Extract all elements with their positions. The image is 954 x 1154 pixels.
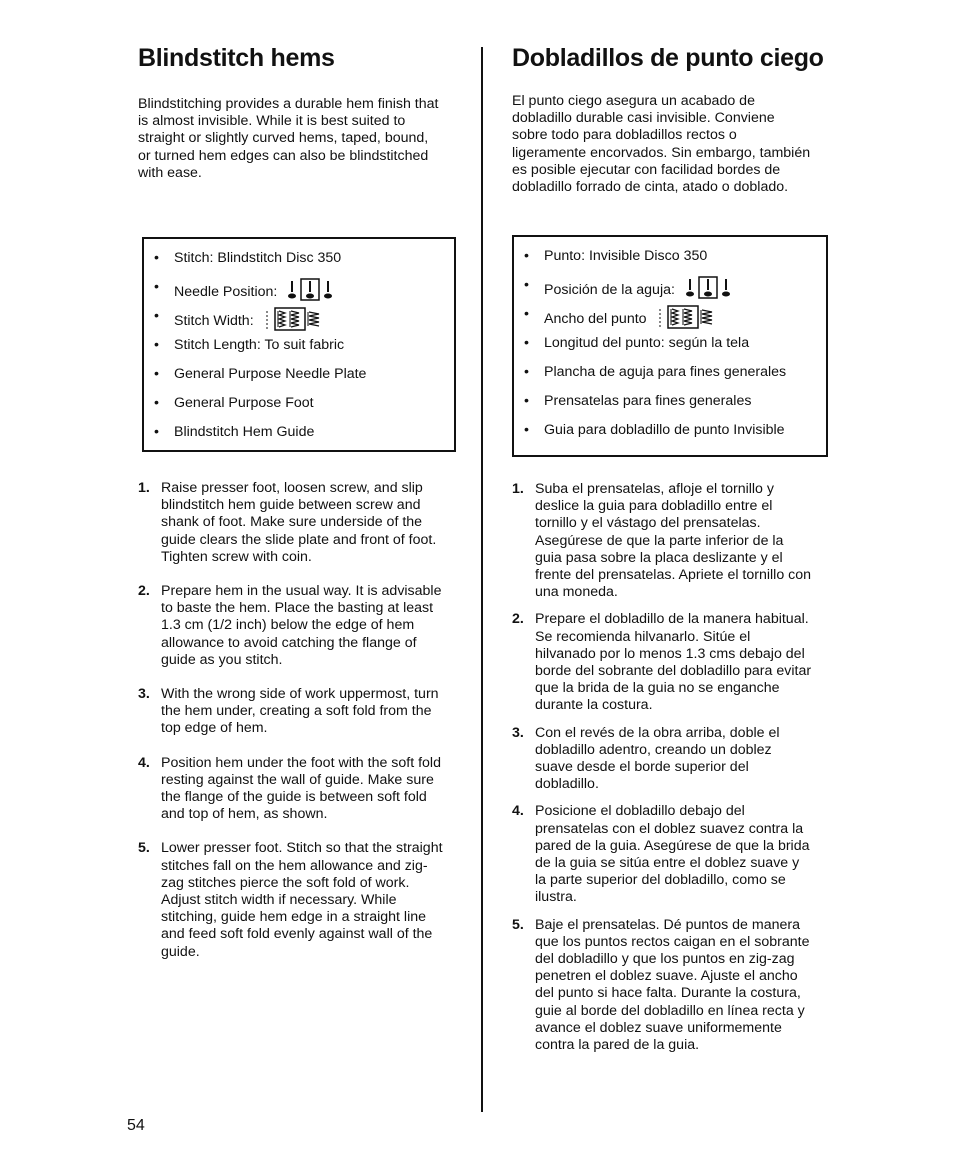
english-steps [138,480,443,961]
bullet-icon: • [154,250,159,266]
list-item: 3. With the wrong side of work uppermost, turn the hem under, creating a soft fold from the top edge of hem. [138,686,439,737]
list-item: 2. Prepare el dobladillo de la manera habitual. Se recomienda hilvanarlo. Sitúe el hilvanado por lo menos 1.3 cms debajo del borde del sobrante del dobladillo para evitar que la brida de la guia no se enganche durante la costura. [512,611,812,714]
bullet-icon: • [154,279,159,295]
needle-position-icon [287,278,337,302]
spanish-settings-list [524,247,786,450]
list-item: 1. Raise presser foot, loosen screw, and slip blindstitch hem guide between screw and shank of foot. Make sure underside of the guide clears the slide plate and front of foot. Tighten screw with coin. [138,480,437,565]
bullet-icon: • [524,277,529,293]
spanish-steps [512,481,812,1054]
column-divider [481,47,483,1112]
spanish-title: Dobladillos de punto ciego [512,44,824,72]
setting-stitch-length: • Stitch Length: To suit fabric [154,337,345,353]
setting-stitch: • Stitch: Blindstitch Disc 350 [154,250,342,266]
list-item: 3. Con el revés de la obra arriba, doble el dobladillo adentro, creando un doblez suave desde el borde superior del dobladillo. [512,724,780,793]
setting-stitch-width: • Stitch Width: [154,307,366,336]
bullet-icon: • [524,248,529,264]
setting-punto: • Punto: Invisible Disco 350 [524,248,708,264]
bullet-icon: • [154,337,159,353]
needle-position-icon [685,276,735,300]
page-number: 54 [127,1117,145,1134]
setting-hem-guide: • Blindstitch Hem Guide [154,424,315,440]
list-item: 4. Posicione el dobladillo debajo del prensatelas con el doblez suavez contra la pared de la guia. Asegúrese de que la brida de la guia se sitúa entre el doblez suave y la parte superior del dobladillo, como se ilustra. [512,803,810,906]
setting-plancha: • Plancha de aguja para fines generales [524,364,787,380]
stitch-width-icon [657,305,719,329]
bullet-icon: • [524,422,529,438]
stitch-width-icon [264,307,326,331]
english-intro: Blindstitching provides a durable hem finish that is almost invisible. While it is best suited to straight or slightly curved hems, taped, bound, or turned hem edges can also be blindstitched with ease. [138,96,439,181]
spanish-intro: El punto ciego asegura un acabado de dobladillo durable casi invisible. Conviene sobre todo para dobladillos rectos o ligeramente encorvados. Sin embargo, también es posible ejecutar con facilidad bordes de dobladillo forrado de cinta, atado o doblado. [512,93,811,196]
setting-posicion-aguja: • Posición de la aguja: [524,276,786,305]
bullet-icon: • [524,306,529,322]
bullet-icon: • [524,393,529,409]
bullet-icon: • [154,308,159,324]
bullet-icon: • [154,366,159,382]
list-item: 2. Prepare hem in the usual way. It is advisable to baste the hem. Place the basting at least 1.3 cm (1/2 inch) below the edge of hem allowance to avoid catching the flange of guide as you stitch. [138,583,442,668]
list-item: 4. Position hem under the foot with the soft fold resting against the wall of guide. Make sure the flange of the guide is between soft fold and top of hem, as shown. [138,754,441,823]
list-item: 5. Lower presser foot. Stitch so that the straight stitches fall on the hem allowance and zig-zag stitches pierce the soft fold of work. Adjust stitch width if necessary. While stitching, guide hem edge in a straight line and feed soft fold evenly against wall of the guide. [138,840,443,960]
bullet-icon: • [154,395,159,411]
setting-ancho-punto: • Ancho del punto [524,305,786,334]
bullet-icon: • [524,335,529,351]
setting-longitud: • Longitud del punto: según la tela [524,335,750,351]
setting-guia: • Guia para dobladillo de punto Invisible [524,422,785,438]
setting-needle-position: • Needle Position: [154,278,366,307]
bullet-icon: • [524,364,529,380]
setting-foot: • General Purpose Foot [154,395,314,411]
bullet-icon: • [154,424,159,440]
spanish-settings-box [512,235,828,457]
list-item: 5. Baje el prensatelas. Dé puntos de manera que los puntos rectos caigan en el sobrante del dobladillo y que los puntos en zig-zag penetren el doblez suave. Ajuste el ancho del punto si hace falta. Durante la costura, guie al borde del dobladillo en línea recta y avance el doblez suave uniformemente contra la pared de la guia. [512,916,810,1054]
setting-needle-plate: • General Purpose Needle Plate [154,366,367,382]
list-item: 1. Suba el prensatelas, afloje el tornillo y deslice la guia para dobladillo entre el tornillo y el vástago del prensatelas. Asegúrese de que la parte inferior de la guia pasa sobre la placa deslizante y el frente del prensatelas. Apriete el tornillo con una moneda. [512,481,812,601]
english-settings-box [142,237,456,452]
english-settings-list [154,249,366,452]
setting-prensatelas: • Prensatelas para fines generales [524,393,752,409]
english-title: Blindstitch hems [138,44,335,72]
